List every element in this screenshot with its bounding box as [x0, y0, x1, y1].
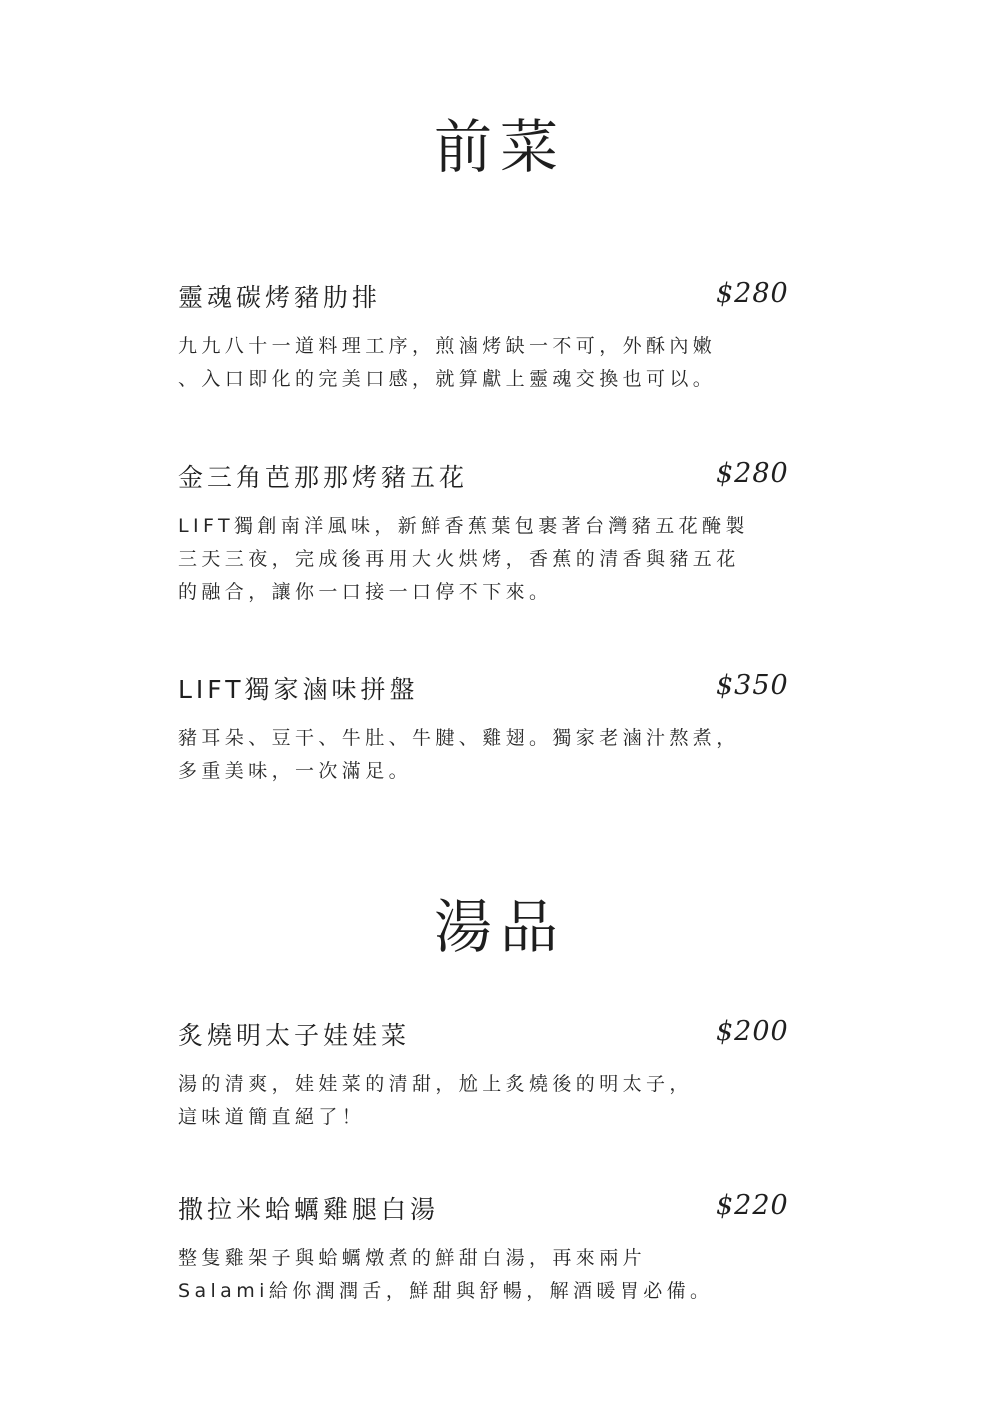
menu-item-header — [178, 458, 838, 498]
menu-item-name: 撒拉米蛤蠣雞腿白湯 — [178, 1195, 440, 1224]
menu-item-price: $220 — [716, 1190, 789, 1221]
section-title-soups: 湯品 — [433, 893, 566, 961]
menu-item-price: $350 — [716, 670, 789, 701]
menu-item-header — [178, 1016, 838, 1056]
menu-item-description: LIFT獨創南洋風味，新鮮香蕉葉包裹著台灣豬五花醃製 三天三夜，完成後再用大火烘烤，香蕉的清香與豬五花 的融合，讓你一口接一口停不下來。 — [178, 515, 749, 603]
menu-item — [178, 458, 838, 609]
section-title-appetizers: 前菜 — [433, 113, 566, 181]
menu-item-description: 九九八十一道料理工序，煎滷烤缺一不可，外酥內嫩 、入口即化的完美口感，就算獻上靈魂交換也可以。 — [178, 335, 717, 390]
menu-item-description: 豬耳朵、豆干、牛肚、牛腱、雞翅。獨家老滷汁熬煮， 多重美味，一次滿足。 — [178, 727, 740, 782]
menu-item-header — [178, 670, 838, 710]
menu-item-header — [178, 278, 838, 318]
menu-item-price: $280 — [716, 458, 789, 489]
menu-item-price: $200 — [716, 1016, 789, 1047]
menu-item-header — [178, 1190, 838, 1230]
menu-item — [178, 1016, 838, 1134]
menu-item — [178, 670, 838, 788]
menu-item-description: 整隻雞架子與蛤蠣燉煮的鮮甜白湯，再來兩片 Salami給你潤潤舌，鮮甜與舒暢，解酒暖胃必備。 — [178, 1247, 714, 1302]
menu-item-name: 靈魂碳烤豬肋排 — [178, 283, 382, 312]
menu-item — [178, 1190, 838, 1308]
menu-item-description: 湯的清爽，娃娃菜的清甜，尬上炙燒後的明太子， 這味道簡直絕了！ — [178, 1073, 693, 1128]
menu-item-name: 金三角芭那那烤豬五花 — [178, 463, 469, 492]
menu-item-name: LIFT獨家滷味拼盤 — [178, 675, 419, 704]
menu-item-price: $280 — [716, 278, 789, 309]
menu-item — [178, 278, 838, 396]
menu-item-name: 炙燒明太子娃娃菜 — [178, 1021, 411, 1050]
